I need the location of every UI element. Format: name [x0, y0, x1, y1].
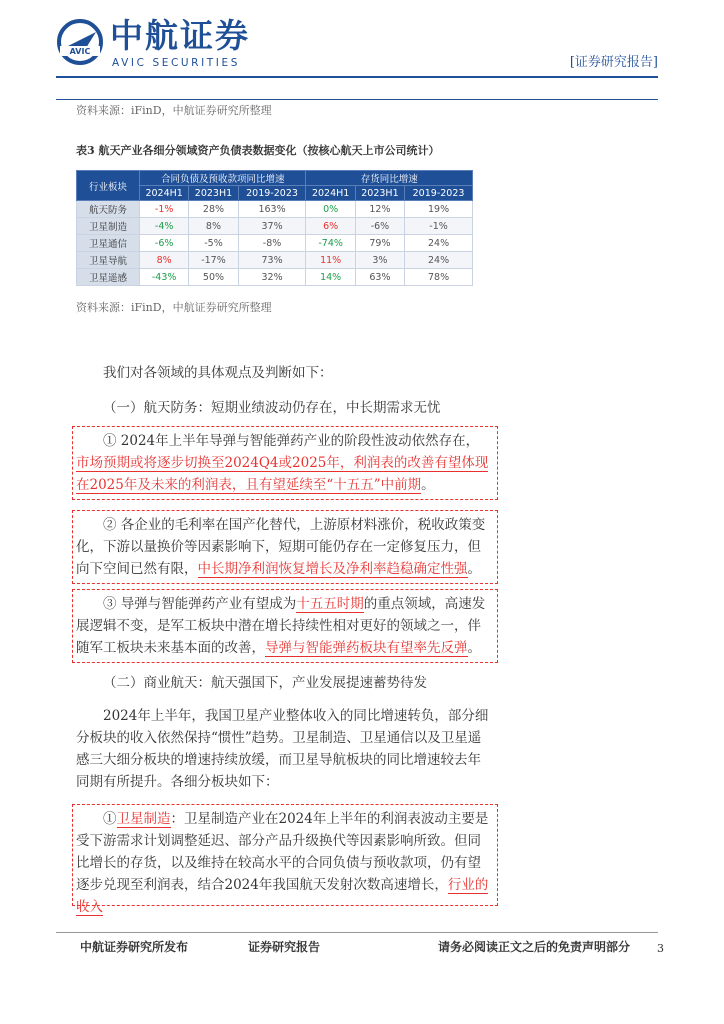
- highlighted-text: 导弹与智能弹药板块有望率先反弹: [265, 640, 468, 656]
- table-cell: -1%: [140, 201, 189, 218]
- row-label: 航天防务: [77, 201, 140, 218]
- highlighted-text: 十五五时期: [296, 596, 364, 612]
- table-title: 表3 航天产业各细分领域资产负债表数据变化（按核心航天上市公司统计）: [76, 144, 440, 157]
- table-cell: 24%: [405, 235, 473, 252]
- table-row: [77, 201, 473, 218]
- text-run: ③ 导弹与智能弹药产业有望成为: [103, 596, 297, 612]
- table-cell: 78%: [405, 269, 473, 286]
- table-cell: -43%: [140, 269, 189, 286]
- paragraph-defense-2: [76, 514, 490, 580]
- text-run: 。: [421, 477, 435, 493]
- table-cell: 163%: [238, 201, 306, 218]
- table-cell: 8%: [189, 218, 238, 235]
- table-row: [77, 252, 473, 269]
- table-cell: -6%: [140, 235, 189, 252]
- footer-disclaimer: 请务必阅读正文之后的免责声明部分: [438, 940, 631, 954]
- svg-text:AVIC: AVIC: [69, 47, 91, 56]
- col-header: 2024H1: [306, 186, 355, 201]
- footer-publisher: 中航证券研究所发布: [80, 940, 189, 954]
- table-cell: 50%: [189, 269, 238, 286]
- brand-name: 中航证券: [110, 16, 250, 55]
- header-divider-thin: [56, 99, 658, 100]
- header-divider: [56, 76, 658, 78]
- table-cell: -4%: [140, 218, 189, 235]
- text-run: ：卫星制造产业在2024年上半年的利润表波动主要是受下游需求计划调整延迟、部分产品升级换代等因素影响所致。但同比增长的存货，以及维持在较高水平的合同负债与预收款项，仍有望逐步兑现至利润表，结合2024年我国航天发射次数高速增长，: [76, 811, 489, 893]
- table-cell: 63%: [355, 269, 404, 286]
- table-cell: -6%: [355, 218, 404, 235]
- footer-report-type: 证券研究报告: [248, 940, 321, 954]
- table-cell: 14%: [306, 269, 355, 286]
- table-row: [77, 269, 473, 286]
- section-heading-defense: （一）航天防务：短期业绩波动仍存在，中长期需求无忧: [103, 400, 441, 416]
- text-run: ② 各企业的毛利率在国产化替代，上游原材料涨价，税收政策变化，下游以量换价等因素影响下，短期可能仍存在一定修复压力，但向下空间已然有限，: [76, 517, 486, 577]
- text-run: 的重点领域，高速发展逻辑不变，是军工板块中潜在增长持续性相对更好的领域之一，伴随军工板块未来基本面的改善，: [76, 596, 486, 656]
- table-cell: 0%: [306, 201, 355, 218]
- table-cell: 11%: [306, 252, 355, 269]
- table-cell: 28%: [189, 201, 238, 218]
- table-cell: 32%: [238, 269, 306, 286]
- table-cell: 24%: [405, 252, 473, 269]
- col-header: 2023H1: [189, 186, 238, 201]
- row-label: 卫星遥感: [77, 269, 140, 286]
- col-header: 2019-2023: [238, 186, 306, 201]
- paragraph-satellite-manufacturing: [76, 808, 490, 918]
- footer-divider: [56, 932, 658, 933]
- brand-name-en: AVIC SECURITIES: [112, 57, 240, 69]
- table-cell: -74%: [306, 235, 355, 252]
- table-cell: 3%: [355, 252, 404, 269]
- table-cell: -8%: [238, 235, 306, 252]
- col-header: 2019-2023: [405, 186, 473, 201]
- row-label: 卫星通信: [77, 235, 140, 252]
- paragraph-defense-1: [76, 430, 490, 496]
- table-cell: -5%: [189, 235, 238, 252]
- text-run: ①: [103, 811, 117, 827]
- paragraph-commercial-1: 2024年上半年，我国卫星产业整体收入的同比增速转负，部分细分板块的收入依然保持“惯性”趋势。卫星制造、卫星通信以及卫星遥感三大细分板块的增速持续放缓，而卫星导航板块的同比增速较去年同期有所提升。各细分板块如下：: [76, 708, 489, 790]
- row-label: 卫星制造: [77, 218, 140, 235]
- paragraph-defense-3: [76, 593, 490, 659]
- page-number: 3: [657, 942, 664, 955]
- table-cell: -17%: [189, 252, 238, 269]
- highlighted-text: 行业的收入: [76, 877, 489, 915]
- highlighted-text: 中长期净利润恢复增长及净利率趋稳确定性强: [197, 561, 468, 577]
- col-header: 2024H1: [140, 186, 189, 201]
- row-header-label: 行业板块: [77, 171, 140, 201]
- table-row: [77, 235, 473, 252]
- source-note-bottom: 资料来源：iFinD，中航证券研究所整理: [76, 301, 272, 314]
- balance-sheet-table: [76, 170, 473, 286]
- table-cell: 8%: [140, 252, 189, 269]
- source-note-top: 资料来源：iFinD，中航证券研究所整理: [76, 104, 272, 117]
- highlighted-text: 市场预期或将逐步切换至2024Q4或2025年，利润表的改善有望体现在2025年及未来的利润表，且有望延续至“十五五”中前期: [76, 455, 489, 493]
- table-cell: 73%: [238, 252, 306, 269]
- avic-logo-icon: [56, 18, 104, 66]
- table-row: [77, 218, 473, 235]
- table-cell: 37%: [238, 218, 306, 235]
- text-run: 。: [467, 561, 481, 577]
- group-header-contract-liabilities: 合同负债及预收款项同比增速: [140, 171, 306, 186]
- intro-paragraph: 我们对各领域的具体观点及判断如下：: [103, 365, 333, 381]
- report-tag: [证券研究报告]: [569, 55, 658, 70]
- table-cell: 12%: [355, 201, 404, 218]
- text-run: 。: [467, 640, 481, 656]
- row-label: 卫星导航: [77, 252, 140, 269]
- table-cell: -1%: [405, 218, 473, 235]
- table-cell: 19%: [405, 201, 473, 218]
- section-heading-commercial: （二）商业航天：航天强国下，产业发展提速蓄势待发: [103, 675, 427, 691]
- group-header-inventory: 存货同比增速: [306, 171, 473, 186]
- table-cell: 6%: [306, 218, 355, 235]
- col-header: 2023H1: [355, 186, 404, 201]
- highlighted-text: 卫星制造: [116, 811, 171, 827]
- text-run: ① 2024年上半年导弹与智能弹药产业的阶段性波动依然存在，: [103, 433, 480, 449]
- table-cell: 79%: [355, 235, 404, 252]
